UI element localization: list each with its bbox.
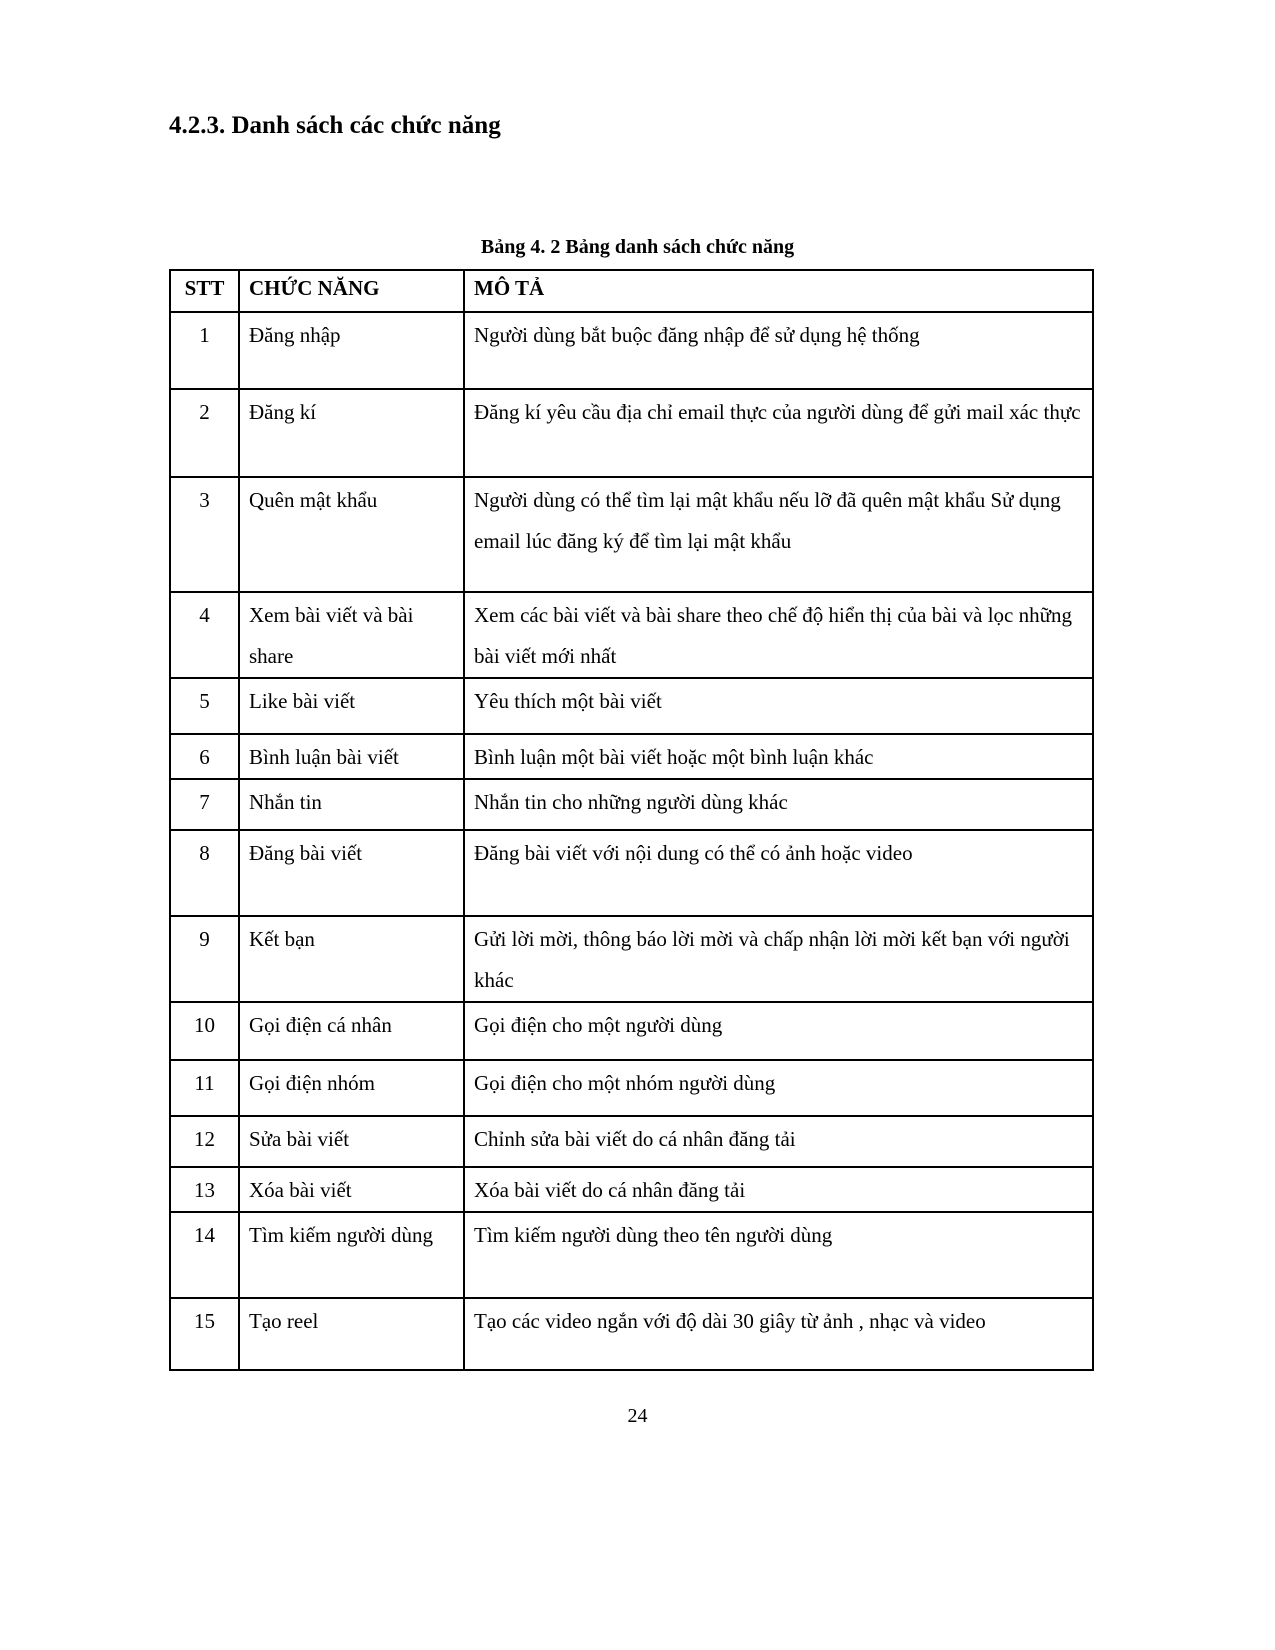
header-description: MÔ TẢ — [464, 270, 1093, 312]
cell-stt: 7 — [170, 779, 239, 830]
cell-stt: 5 — [170, 678, 239, 734]
cell-stt: 8 — [170, 830, 239, 916]
header-stt: STT — [170, 270, 239, 312]
table-row — [170, 1212, 1093, 1298]
cell-function: Nhắn tin — [239, 779, 464, 830]
table-row — [170, 1298, 1093, 1370]
table-row — [170, 779, 1093, 830]
cell-stt: 15 — [170, 1298, 239, 1370]
cell-stt: 1 — [170, 312, 239, 389]
table-row — [170, 734, 1093, 779]
cell-description: Bình luận một bài viết hoặc một bình luận khác — [464, 734, 1093, 779]
table-row — [170, 830, 1093, 916]
table-row — [170, 1167, 1093, 1212]
section-heading: 4.2.3. Danh sách các chức năng — [169, 112, 501, 139]
cell-function: Gọi điện nhóm — [239, 1060, 464, 1116]
cell-description: Người dùng bắt buộc đăng nhập để sử dụng hệ thống — [464, 312, 1093, 389]
cell-stt: 14 — [170, 1212, 239, 1298]
cell-function: Sửa bài viết — [239, 1116, 464, 1167]
table-row — [170, 916, 1093, 1002]
cell-stt: 12 — [170, 1116, 239, 1167]
cell-function: Kết bạn — [239, 916, 464, 1002]
cell-function: Đăng nhập — [239, 312, 464, 389]
table-row — [170, 312, 1093, 389]
cell-function: Đăng bài viết — [239, 830, 464, 916]
cell-description: Gọi điện cho một người dùng — [464, 1002, 1093, 1060]
cell-description: Xem các bài viết và bài share theo chế độ hiển thị của bài và lọc những bài viết mới nhất — [464, 592, 1093, 678]
table-row — [170, 678, 1093, 734]
cell-description: Yêu thích một bài viết — [464, 678, 1093, 734]
table-row — [170, 592, 1093, 678]
cell-description: Đăng kí yêu cầu địa chỉ email thực của người dùng để gửi mail xác thực — [464, 389, 1093, 477]
cell-stt: 10 — [170, 1002, 239, 1060]
cell-stt: 2 — [170, 389, 239, 477]
cell-description: Gọi điện cho một nhóm người dùng — [464, 1060, 1093, 1116]
cell-description: Xóa bài viết do cá nhân đăng tải — [464, 1167, 1093, 1212]
cell-stt: 9 — [170, 916, 239, 1002]
cell-function: Đăng kí — [239, 389, 464, 477]
cell-function: Xóa bài viết — [239, 1167, 464, 1212]
cell-stt: 6 — [170, 734, 239, 779]
cell-description: Tìm kiếm người dùng theo tên người dùng — [464, 1212, 1093, 1298]
cell-description: Tạo các video ngắn với độ dài 30 giây từ ảnh , nhạc và video — [464, 1298, 1093, 1370]
cell-function: Quên mật khẩu — [239, 477, 464, 592]
table-caption: Bảng 4. 2 Bảng danh sách chức năng — [480, 236, 795, 258]
cell-function: Bình luận bài viết — [239, 734, 464, 779]
cell-stt: 11 — [170, 1060, 239, 1116]
cell-description: Người dùng có thể tìm lại mật khẩu nếu lỡ đã quên mật khẩu Sử dụng email lúc đăng ký để tìm lại mật khẩu — [464, 477, 1093, 592]
table-row — [170, 389, 1093, 477]
cell-function: Like bài viết — [239, 678, 464, 734]
cell-function: Gọi điện cá nhân — [239, 1002, 464, 1060]
cell-function: Tạo reel — [239, 1298, 464, 1370]
cell-description: Nhắn tin cho những người dùng khác — [464, 779, 1093, 830]
table-header-row — [170, 270, 1093, 312]
table-row — [170, 1002, 1093, 1060]
cell-description: Gửi lời mời, thông báo lời mời và chấp nhận lời mời kết bạn với người khác — [464, 916, 1093, 1002]
cell-function: Tìm kiếm người dùng — [239, 1212, 464, 1298]
cell-stt: 3 — [170, 477, 239, 592]
table-row — [170, 1116, 1093, 1167]
table-row — [170, 1060, 1093, 1116]
page-number: 24 — [627, 1405, 648, 1427]
header-function: CHỨC NĂNG — [239, 270, 464, 312]
cell-description: Chỉnh sửa bài viết do cá nhân đăng tải — [464, 1116, 1093, 1167]
table-row — [170, 477, 1093, 592]
cell-stt: 13 — [170, 1167, 239, 1212]
cell-description: Đăng bài viết với nội dung có thể có ảnh hoặc video — [464, 830, 1093, 916]
cell-function: Xem bài viết và bài share — [239, 592, 464, 678]
cell-stt: 4 — [170, 592, 239, 678]
function-list-table — [169, 269, 1094, 1371]
